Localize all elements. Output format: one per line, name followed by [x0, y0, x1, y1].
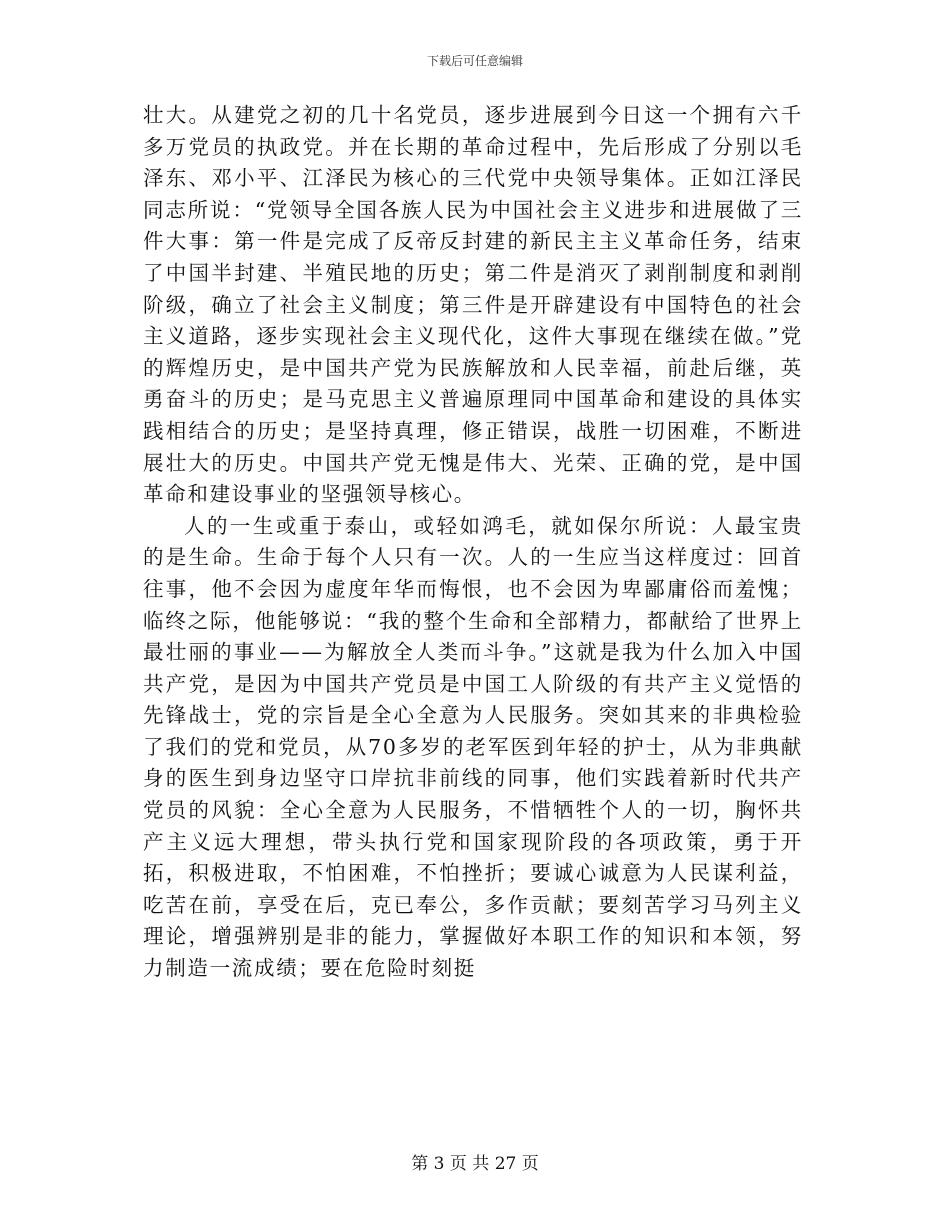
page-number-footer: 第 3 页 共 27 页	[411, 1154, 539, 1174]
body-paragraph-1: 壮大。从建党之初的几十名党员，逐步进展到今日这一个拥有六千多万党员的执政党。并在长期的革命过程中，先后形成了分别以毛泽东、邓小平、江泽民为核心的三代党中央领导集体。正如江泽民同志所说：“党领导全国各族人民为中国社会主义进步和进展做了三件大事：第一件是完成了反帝反封建的新民主主义革命任务，结束了中国半封建、半殖民地的历史；第二件是消灭了剥削制度和剥削阶级，确立了社会主义制度；第三件是开辟建设有中国特色的社会主义道路，逐步实现社会主义现代化，这件大事现在继续在做。”党的辉煌历史，是中国共产党为民族解放和人民幸福，前赴后继，英勇奋斗的历史；是马克思主义普遍原理同中国革命和建设的具体实践相结合的历史；是坚持真理，修正错误，战胜一切困难，不断进展壮大的历史。中国共产党无愧是伟大、光荣、正确的党，是中国革命和建设事业的坚强领导核心。	[143, 103, 803, 507]
body-paragraph-2: 人的一生或重于泰山，或轻如鸿毛，就如保尔所说：人最宝贵的是生命。生命于每个人只有一次。人的一生应当这样度过：回首往事，他不会因为虚度年华而悔恨，也不会因为卑鄙庸俗而羞愧；临终之际，他能够说：“我的整个生命和全部精力，都献给了世界上最壮丽的事业——为解放全人类而斗争。”这就是我为什么加入中国共产党，是因为中国共产党员是中国工人阶级的有共产主义觉悟的先锋战士，党的宗旨是全心全意为人民服务。突如其来的非典检验了我们的党和党员，从70多岁的老军医到年轻的护士，从为非典献身的医生到身边坚守口岸抗非前线的同事，他们实践着新时代共产党员的风貌：全心全意为人民服务，不惜牺牲个人的一切，胸怀共产主义远大理想，带头执行党和国家现阶段的各项政策，勇于开拓，积极进取，不怕困难，不怕挫折；要诚心诚意为人民谋利益，吃苦在前，享受在后，克已奉公，多作贡献；要刻苦学习马列主义理论，增强辨别是非的能力，掌握做好本职工作的知识和本领，努力制造一流成绩；要在危险时刻挺	[143, 513, 803, 981]
page-header: 下载后可任意编辑	[426, 54, 523, 68]
document-body	[143, 100, 803, 985]
